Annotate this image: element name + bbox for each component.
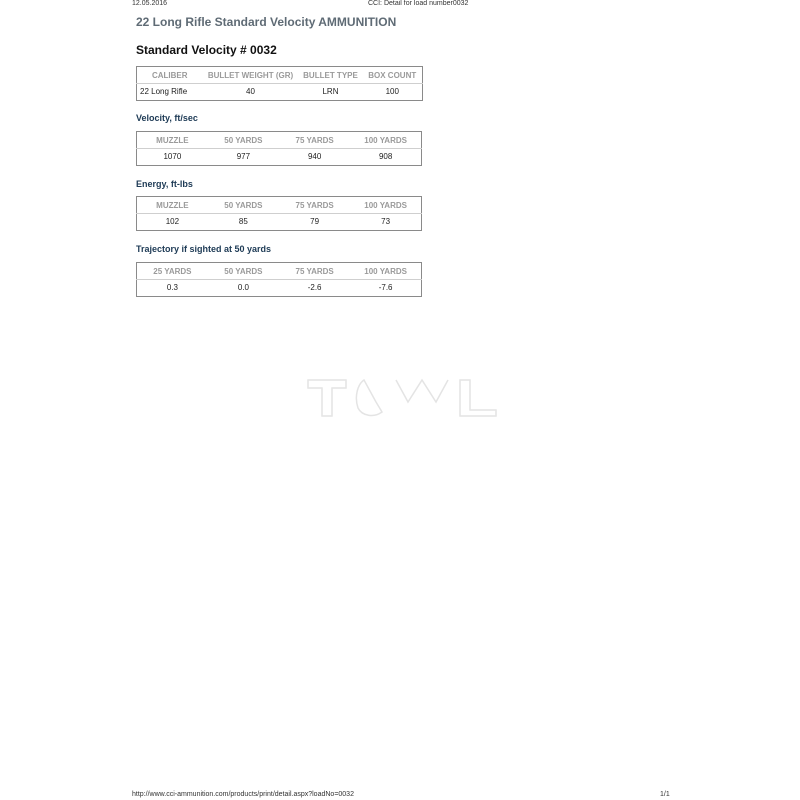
trajectory-header-100: 100 YARDS — [350, 263, 421, 280]
energy-muzzle-value: 102 — [165, 217, 180, 226]
trajectory-25-value: 0.3 — [166, 283, 178, 292]
energy-table — [136, 196, 422, 231]
velocity-100-value: 908 — [378, 152, 393, 161]
spec-caliber-value: 22 Long Rifle — [140, 87, 188, 96]
velocity-75-value: 940 — [307, 152, 322, 161]
trajectory-title: Trajectory if sighted at 50 yards — [136, 244, 272, 254]
page-title: 22 Long Rifle Standard Velocity AMMUNITION — [136, 15, 397, 29]
energy-100-value: 73 — [381, 217, 391, 226]
trajectory-75-value: -2.6 — [307, 283, 322, 292]
energy-data-row — [137, 214, 422, 231]
page-number: 1/1 — [660, 791, 670, 798]
velocity-50-value: 977 — [236, 152, 251, 161]
trajectory-100-value: -7.6 — [378, 283, 393, 292]
spec-header-bullet-weight: BULLET WEIGHT (GR) — [203, 67, 299, 84]
spec-header-bullet-type: BULLET TYPE — [299, 67, 363, 84]
velocity-header-100: 100 YARDS — [350, 132, 421, 149]
energy-header-50: 50 YARDS — [208, 197, 279, 214]
spec-header-row — [137, 67, 423, 84]
print-header-title: CCI: Detail for load number0032 — [368, 0, 469, 7]
velocity-header-75: 75 YARDS — [279, 132, 350, 149]
trajectory-50-value: 0.0 — [237, 283, 249, 292]
spec-header-caliber: CALIBER — [137, 67, 203, 84]
energy-header-muzzle: MUZZLE — [137, 197, 208, 214]
print-date: 12.05.2016 — [132, 0, 168, 7]
energy-50-value: 85 — [238, 217, 248, 226]
velocity-header-row — [137, 132, 422, 149]
energy-header-75: 75 YARDS — [279, 197, 350, 214]
velocity-table — [136, 131, 422, 166]
velocity-muzzle-value: 1070 — [163, 152, 182, 161]
load-title: Standard Velocity # 0032 — [136, 43, 277, 57]
energy-title: Energy, ft-lbs — [136, 179, 193, 189]
spec-box-count-value: 100 — [385, 87, 399, 96]
spec-bullet-type-value: LRN — [322, 87, 339, 96]
watermark-logo — [300, 372, 500, 420]
velocity-title: Velocity, ft/sec — [136, 113, 198, 123]
velocity-data-row — [137, 149, 422, 166]
spec-table — [136, 66, 423, 101]
energy-header-100: 100 YARDS — [350, 197, 421, 214]
trajectory-data-row — [137, 280, 422, 297]
print-footer-url: http://www.cci-ammunition.com/products/print/detail.aspx?loadNo=0032 — [132, 791, 354, 798]
energy-75-value: 79 — [310, 217, 320, 226]
trajectory-header-row — [137, 263, 422, 280]
trajectory-header-50: 50 YARDS — [208, 263, 279, 280]
spec-bullet-weight-value: 40 — [246, 87, 255, 96]
spec-header-box-count: BOX COUNT — [363, 67, 423, 84]
velocity-header-50: 50 YARDS — [208, 132, 279, 149]
velocity-header-muzzle: MUZZLE — [137, 132, 208, 149]
energy-header-row — [137, 197, 422, 214]
spec-data-row — [137, 84, 423, 101]
trajectory-header-75: 75 YARDS — [279, 263, 350, 280]
trajectory-header-25: 25 YARDS — [137, 263, 208, 280]
trajectory-table — [136, 262, 422, 297]
